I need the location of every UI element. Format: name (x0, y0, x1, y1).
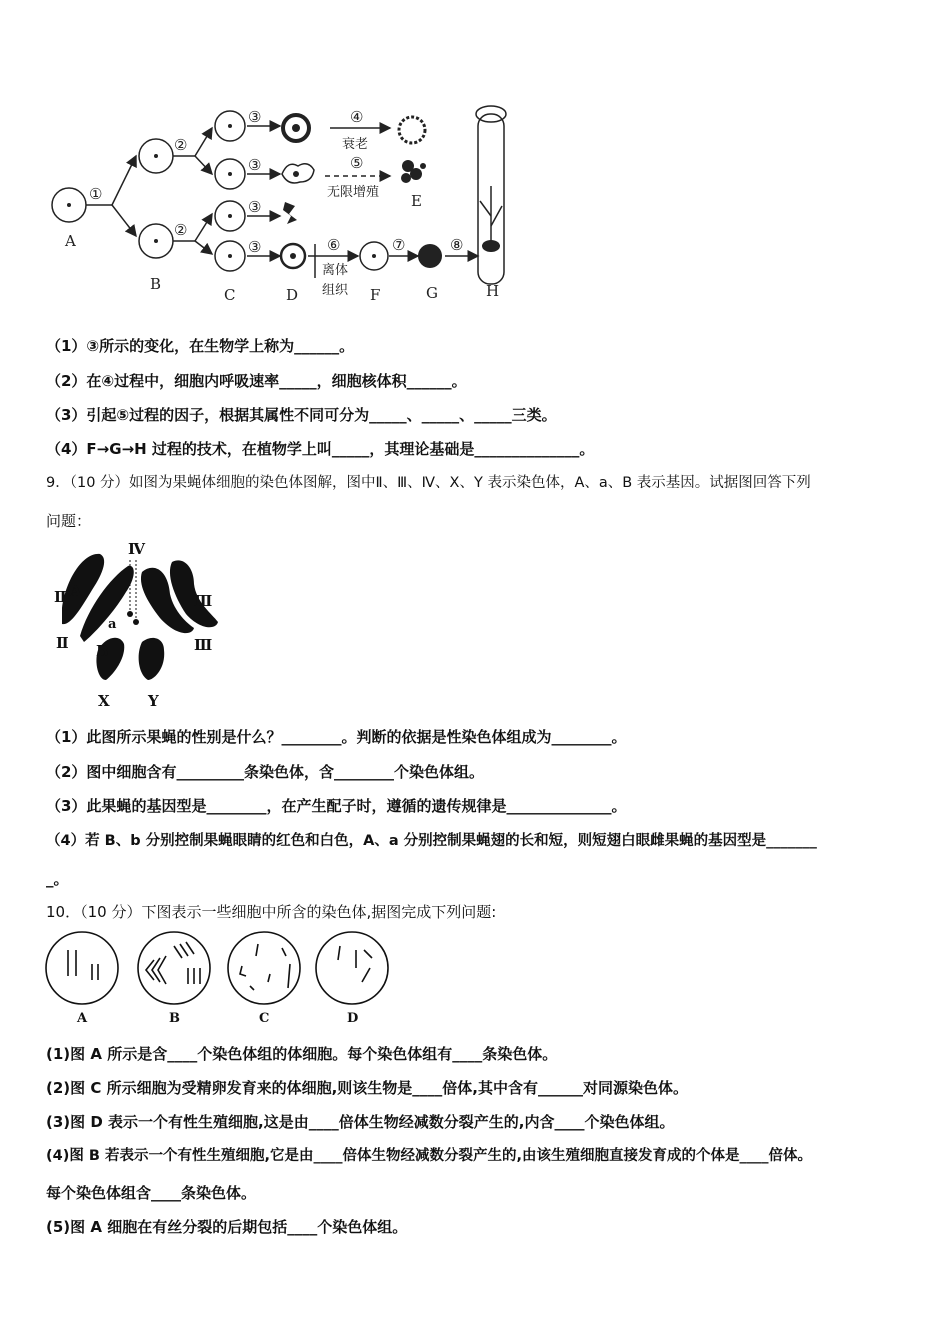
label-e: E (411, 192, 422, 210)
q10-part2: (2)图 C 所示细胞为受精卵发育来的体细胞,则该生物是____倍体,其中含有______对同源染色体。 (46, 1079, 689, 1097)
q9-header: 9．（10 分）如图为果蝇体细胞的染色体图解，图中Ⅱ、Ⅲ、Ⅳ、X、Y 表示染色体，A、a、B 表示基因。试据图回答下列 (46, 475, 811, 491)
svg-text:Ⅱ: Ⅱ (56, 634, 69, 652)
chromosome-set-diagram (44, 928, 396, 1030)
svg-text:C: C (259, 1011, 270, 1026)
drosophila-chromosome-diagram (44, 538, 226, 710)
cell-process-diagram (40, 96, 520, 306)
svg-text:D: D (347, 1011, 359, 1026)
q9-header-cont: 问题： (46, 512, 92, 530)
q10-header: 10．（10 分）下图表示一些细胞中所含的染色体,据图完成下列问题: (46, 903, 497, 921)
svg-text:②: ② (174, 221, 188, 239)
svg-text:⑥: ⑥ (327, 236, 341, 254)
label-d: D (286, 286, 299, 304)
svg-text:X: X (98, 692, 110, 710)
cell-a (46, 932, 118, 1004)
svg-text:B: B (96, 642, 109, 660)
label-a: A (65, 232, 76, 250)
label-c: C (224, 286, 236, 304)
svg-text:衰老: 衰老 (342, 137, 369, 152)
svg-text:A: A (77, 1011, 88, 1026)
label-h: H (486, 282, 500, 300)
q9-part4: （4）若 B、b 分别控制果蝇眼睛的红色和白色，A、a 分别控制果蝇翅的长和短，则短翅白眼雌果蝇的基因型是_______ (46, 833, 817, 849)
q9-part4-cont: _。 (46, 870, 69, 888)
q8-part2: （2）在④过程中，细胞内呼吸速率_____，细胞核体积______。 (46, 372, 467, 390)
svg-text:③: ③ (248, 238, 262, 256)
q9-part3: （3）此果蝇的基因型是________，在产生配子时，遵循的遗传规律是______________。 (46, 797, 627, 815)
svg-text:a: a (108, 617, 117, 632)
svg-text:③: ③ (248, 156, 262, 174)
label-b: B (150, 275, 162, 293)
q8-part1: （1）③所示的变化，在生物学上称为______。 (46, 337, 355, 355)
label-g: G (426, 284, 438, 302)
svg-text:⑦: ⑦ (392, 236, 406, 254)
q10-part3: (3)图 D 表示一个有性生殖细胞,这是由____倍体生物经减数分裂产生的,内含____个染色体组。 (46, 1113, 675, 1131)
q10-part1: (1)图 A 所示是含____个染色体组的体细胞。每个染色体组有____条染色体。 (46, 1045, 558, 1063)
svg-text:③: ③ (248, 198, 262, 216)
svg-text:①: ① (89, 185, 103, 203)
svg-text:离体: 离体 (322, 263, 349, 278)
svg-text:⑤: ⑤ (350, 154, 364, 172)
q10-part5: (5)图 A 细胞在有丝分裂的后期包括____个染色体组。 (46, 1218, 408, 1236)
label-f: F (370, 286, 381, 304)
q8-part3: （3）引起⑤过程的因子，根据其属性不同可分为_____、_____、_____三类。 (46, 406, 557, 424)
svg-text:无限增殖: 无限增殖 (327, 185, 380, 200)
svg-text:⑧: ⑧ (450, 236, 464, 254)
svg-text:Ⅱ: Ⅱ (54, 588, 67, 606)
svg-text:Ⅲ: Ⅲ (194, 636, 213, 654)
q10-part4: (4)图 B 若表示一个有性生殖细胞,它是由____倍体生物经减数分裂产生的,由该生殖细胞直接发育成的个体是____倍体。 (46, 1148, 813, 1164)
svg-text:Ⅳ: Ⅳ (128, 540, 146, 558)
svg-text:A: A (70, 582, 82, 600)
svg-text:组织: 组织 (322, 283, 349, 298)
svg-text:②: ② (174, 136, 188, 154)
q9-part2: （2）图中细胞含有_________条染色体，含________个染色体组。 (46, 763, 484, 781)
cell-d (316, 932, 388, 1004)
svg-text:Y: Y (148, 692, 159, 710)
svg-text:④: ④ (350, 108, 364, 126)
svg-text:B: B (169, 1011, 180, 1026)
q10-part4-cont: 每个染色体组含____条染色体。 (46, 1184, 257, 1202)
q8-part4: （4）F→G→H 过程的技术，在植物学上叫_____，其理论基础是______________。 (46, 440, 595, 458)
q9-part1: （1）此图所示果蝇的性别是什么？________。判断的依据是性染色体组成为________。 (46, 728, 627, 746)
svg-text:③: ③ (248, 108, 262, 126)
svg-text:Ⅲ: Ⅲ (194, 592, 213, 610)
